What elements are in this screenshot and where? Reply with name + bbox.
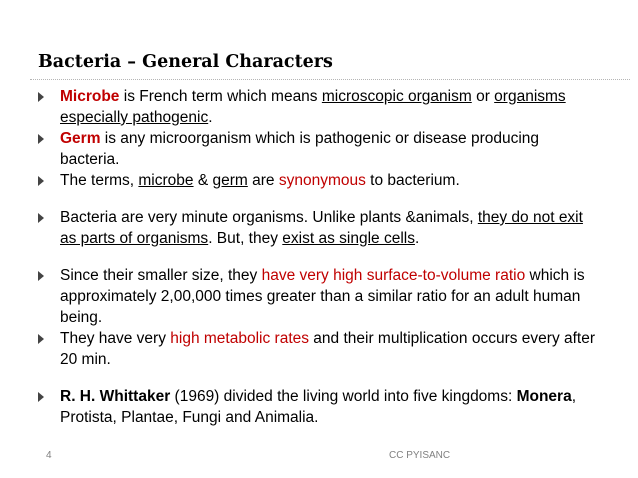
bullet-text-run: which is approximately 2,00,000 times greater than a similar ratio for an adult human being. [60,267,585,326]
bullet-item [38,265,598,328]
bullet-text-run: germ [212,172,248,189]
bullet-text-run: high metabolic rates [170,330,309,347]
bullet-item [38,128,598,170]
bullet-item [38,170,598,191]
bullet-text-run: , Protista, Plantae, Fungi and Animalia. [60,388,577,426]
bullet-text-run: . But, they [208,230,283,247]
bullet-text-run: . [208,109,213,126]
bullet-arrow-icon [38,392,44,402]
bullet-text-run: microscopic organism [321,88,472,105]
bullet-arrow-icon [38,334,44,344]
bullet-arrow-icon [38,271,44,281]
footer-credit: CC PYISANC [389,450,451,461]
bullet-text-run: is any microorganism which is pathogenic or disease producing bacteria. [60,130,540,168]
bullet-item [38,328,598,370]
bullet-text-run: or [471,88,495,105]
bullet-list [38,86,598,428]
bullet-arrow-icon [38,92,44,102]
bullet-text-run: R. H. Whittaker [60,388,171,405]
bullet-text-run: Germ [60,130,101,147]
page-number: 4 [46,450,52,461]
bullet-text-run: & [193,172,213,189]
bullet-text-run: They have very [60,330,171,347]
bullet-text-run: have very high surface-to-volume ratio [261,267,526,284]
bullet-item [38,207,598,249]
bullet-text-run: Bacteria are very minute organisms. Unlike plants &animals, [60,209,478,226]
bullet-text-run: . [414,230,420,247]
bullet-text-run: Since their smaller size, they [60,267,262,284]
slide-title: Bacteria – General Characters [38,52,333,72]
bullet-arrow-icon [38,176,44,186]
bullet-text-run: Monera [516,388,572,405]
bullet-item [38,86,598,128]
bullet-text-run: to bacterium. [365,172,460,189]
bullet-text-run: are [247,172,279,189]
bullet-text-run: synonymous [278,172,366,189]
bullet-text-run: (1969) divided the living world into five kingdoms: [170,388,517,405]
bullet-text-run: organisms especially pathogenic [60,88,566,126]
title-divider [30,79,630,80]
bullet-text-run: and their multiplication occurs every after 20 min. [60,330,596,368]
bullet-item [38,386,598,428]
bullet-text-run: exist as single cells [282,230,415,247]
bullet-text-run: is French term which means [119,88,322,105]
bullet-text-run: The terms, [60,172,139,189]
bullet-text-run: Microbe [60,88,120,105]
bullet-text-run: they do not exit as parts of organisms [60,209,583,247]
bullet-arrow-icon [38,213,44,223]
bullet-arrow-icon [38,134,44,144]
bullet-text-run: microbe [138,172,194,189]
